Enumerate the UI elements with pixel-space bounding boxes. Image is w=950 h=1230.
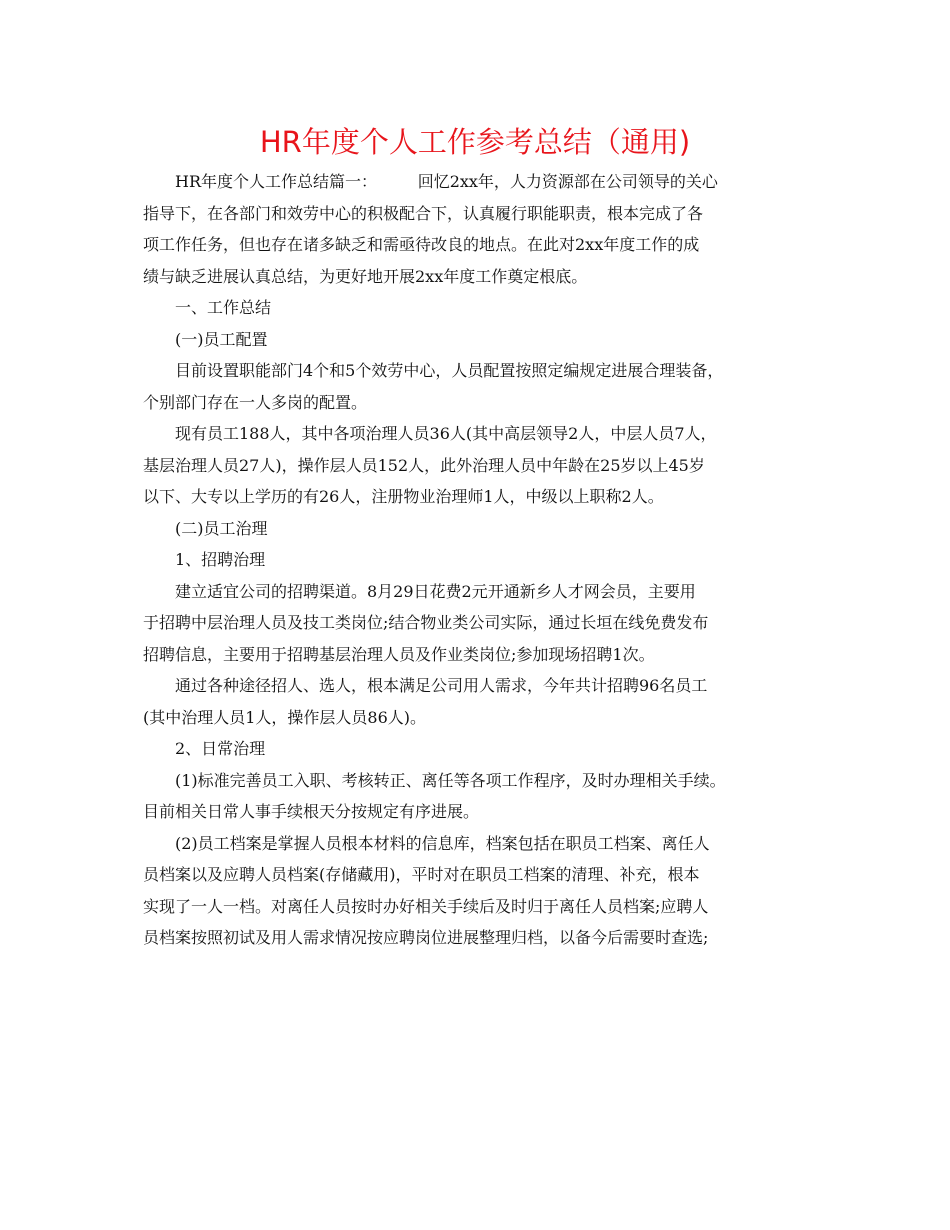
body-line: 目前设置职能部门4个和5个效劳中心，人员配置按照定编规定进展合理装备， [175,361,724,380]
body-line: 员档案以及应聘人员档案(存储藏用)，平时对在职员工档案的清理、补充，根本 [143,865,700,884]
body-line: (2)员工档案是掌握人员根本材料的信息库，档案包括在职员工档案、离任人 [175,833,710,853]
body-line: (二)员工治理 [175,518,268,538]
body-line: 于招聘中层治理人员及技工类岗位;结合物业类公司实际，通过长垣在线免费发布 [143,613,709,632]
document-title: HR年度个人工作参考总结（通用) [259,125,691,159]
body-line: 绩与缺乏进展认真总结，为更好地开展2xx年度工作奠定根底。 [143,266,588,286]
body-line: 个别部门存在一人多岗的配置。 [143,392,368,412]
body-line: 以下、大专以上学历的有26人，注册物业治理师1人，中级以上职称2人。 [143,487,664,506]
body-line: 2、日常治理 [175,739,266,758]
document-body [143,166,803,954]
body-line: (一)员工配置 [175,329,268,349]
body-line: 建立适宜公司的招聘渠道。8月29日花费2元开通新乡人才网会员，主要用 [175,581,696,601]
body-line: 目前相关日常人事手续根天分按规定有序进展。 [143,802,480,821]
body-line: (其中治理人员1人，操作层人员86人)。 [143,707,427,727]
body-line: 招聘信息，主要用于招聘基层治理人员及作业类岗位;参加现场招聘1次。 [143,644,655,664]
body-line: 指导下，在各部门和效劳中心的积极配合下，认真履行职能职责，根本完成了各 [143,203,704,223]
body-line: 1、招聘治理 [175,550,266,569]
body-line: (1)标准完善员工入职、考核转正、离任等各项工作程序，及时办理相关手续。 [175,770,726,790]
body-line: 一、工作总结 [175,298,272,317]
body-line: 实现了一人一档。对离任人员按时办好相关手续后及时归于离任人员档案;应聘人 [143,896,709,916]
body-line: 现有员工188人，其中各项治理人员36人(其中高层领导2人，中层人员7人， [175,424,717,443]
body-line: HR年度个人工作总结篇一： 回忆2xx年，人力资源部在公司领导的关心 [175,172,718,191]
body-line: 通过各种途径招人、选人，根本满足公司用人需求，今年共计招聘96名员工 [175,676,708,695]
body-line: 基层治理人员27人)，操作层人员152人，此外治理人员中年龄在25岁以上45岁 [143,455,705,475]
body-line: 项工作任务，但也存在诸多缺乏和需亟待改良的地点。在此对2xx年度工作的成 [143,235,700,254]
body-line: 员档案按照初试及用人需求情况按应聘岗位进展整理归档，以备今后需要时查选; [143,928,709,947]
